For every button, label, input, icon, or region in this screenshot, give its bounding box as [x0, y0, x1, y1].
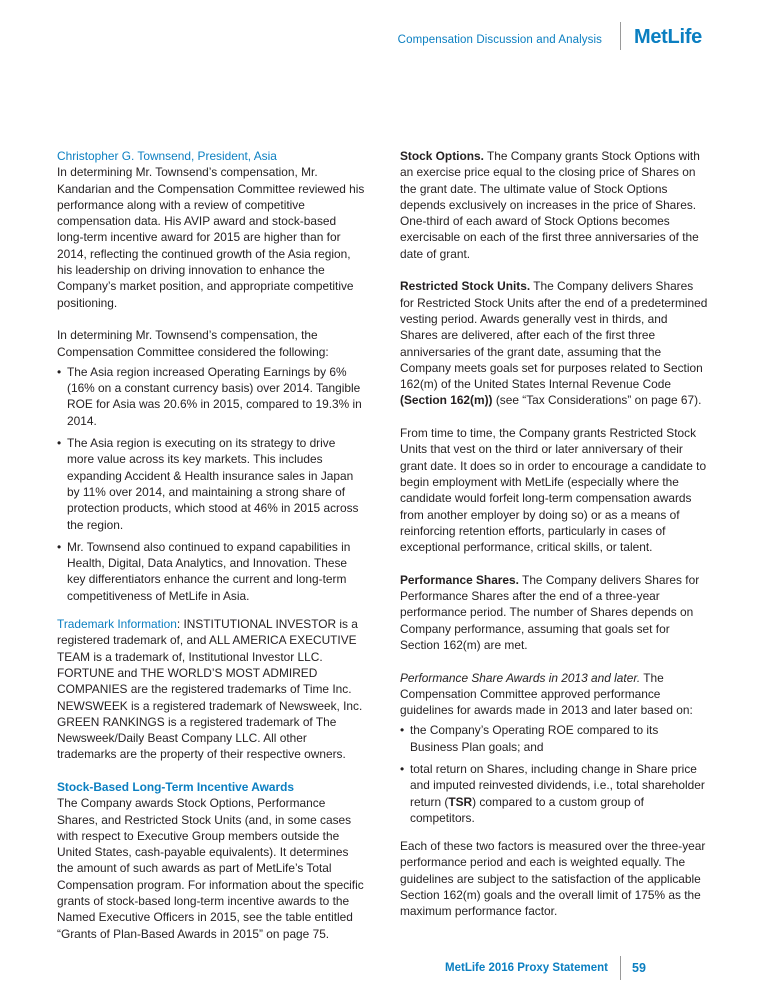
- psa-text: The Compensation Committee approved performance guidelines for awards made in 2013 and later based on:: [400, 670, 693, 718]
- psa-bullet2-text-a: total return on Shares, including change in Share price and imputed reinvested dividends, i.e., total shareholder return (: [410, 761, 705, 809]
- left-column: [57, 148, 365, 942]
- header-section-title: Compensation Discussion and Analysis: [397, 34, 602, 46]
- psa-bullet2-text-b: ) compared to a custom group of competitors.: [410, 794, 644, 825]
- list-item: • The Asia region is executing on its strategy to drive more value across its key markets. This includes expanding Accident & Health insurance sales in Japan by 11% over 2014, and maintaining a strong share of protection products, which stood at 46% in 2015 across the region.: [57, 435, 365, 533]
- trademark-colon: :: [176, 617, 181, 632]
- ltia-paragraph: The Company awards Stock Options, Performance Shares, and Restricted Stock Units (and, in some cases with respect to Executive Group members outside the United States, cash-payable equivalents). It determines the amount of such awards as part of MetLife’s Total Compensation program. For information about the specific grants of stock-based long-term incentive awards to the Named Executive Officers in 2015, see the table entitled “Grants of Plan-Based Awards in 2015” on page 75.: [57, 796, 364, 941]
- page-number: 59: [632, 961, 646, 975]
- rsu-text-a: The Company delivers Shares for Restricted Stock Units after the end of a predetermined vesting period. Awards generally vest in thirds, and Shares are delivered, after each of the first three anniversaries of the grant date, assuming that the Company meets goals set for purposes related to Section 162(m) of the United States Internal Revenue Code: [400, 279, 708, 392]
- performance-shares-text: The Company delivers Shares for Performance Shares after the end of a three-year performance period. The number of Shares depends on Company performance, assuming that goals set for Section 162(m) are met.: [400, 572, 700, 652]
- psa-italic-label: Performance Share Awards in 2013 and later.: [400, 670, 641, 685]
- rsu-paragraph: [400, 278, 708, 408]
- stock-options-paragraph: [400, 148, 708, 262]
- footer-divider: [620, 956, 621, 980]
- rsu-label: Restricted Stock Units.: [400, 279, 531, 294]
- townsend-paragraph-2: In determining Mr. Townsend’s compensation, the Compensation Committee considered the following:: [57, 328, 329, 359]
- footer-title: MetLife 2016 Proxy Statement: [445, 962, 608, 974]
- rsu-bold-term: (Section 162(m)): [400, 393, 493, 408]
- trademark-label: Trademark Information: [57, 617, 177, 632]
- performance-shares-paragraph: [400, 572, 708, 653]
- ltia-heading: Stock-Based Long-Term Incentive Awards: [57, 779, 294, 794]
- list-item: • The Asia region increased Operating Earnings by 6% (16% on a constant currency basis) over 2014. Tangible ROE for Asia was 20.6% in 2015, compared to 19.3% in 2014.: [57, 364, 365, 429]
- townsend-bullet-list: [57, 364, 365, 604]
- trademark-paragraph: [57, 616, 365, 763]
- rsu-text-b: (see “Tax Considerations” on page 67).: [492, 393, 702, 408]
- right-column: [400, 148, 708, 920]
- list-item: [400, 761, 708, 826]
- rsu-paragraph-2: From time to time, the Company grants Restricted Stock Units that vest on the third or later anniversary of their grant date. It does so in order to encourage a candidate to begin employment with MetLife (especially where the candidate would forfeit long-term compensation awards from another employer by doing so) or as a means of reinforcing retention efforts, particularly in cases of exceptional performance, critical skills, or talent.: [400, 426, 707, 555]
- townsend-paragraph-1: In determining Mr. Townsend’s compensation, Mr. Kandarian and the Compensation Committee reviewed his performance along with a review of competitive compensation data. His AVIP award and stock-based long-term incentive award for 2015 are higher than for 2014, reflecting the continued growth of the Asia region, his leadership on driving innovation to enhance the Company’s market position, and appropriate competitive positioning.: [57, 165, 365, 310]
- townsend-heading: Christopher G. Townsend, President, Asia: [57, 149, 277, 163]
- metlife-logo: MetLife: [634, 26, 702, 48]
- header-divider: [620, 22, 621, 50]
- psa-paragraph: [400, 670, 708, 719]
- trademark-text: INSTITUTIONAL INVESTOR is a registered trademark of, and ALL AMERICA EXECUTIVE TEAM is a trademark of, Institutional Investor LLC. FORTUNE and THE WORLD’S MOST ADMIRED COMPANIES are the registered trademarks of Time Inc. NEWSWEEK is a registered trademark of Newsweek, Inc. GREEN RANKINGS is a registered trademark of The Newsweek/Daily Beast Company LLC. All other trademarks are the property of their respective owners.: [57, 617, 363, 762]
- tsr-term: TSR: [448, 794, 473, 809]
- performance-shares-label: Performance Shares.: [400, 572, 519, 587]
- psa-bullet-list: [400, 722, 708, 826]
- stock-options-label: Stock Options.: [400, 149, 484, 163]
- list-item: • the Company’s Operating ROE compared to its Business Plan goals; and: [400, 722, 708, 755]
- list-item: • Mr. Townsend also continued to expand capabilities in Health, Digital, Data Analytics, and Innovation. These key differentiators enhance the current and long-term competitiveness of MetLife in Asia.: [57, 539, 365, 604]
- final-paragraph: Each of these two factors is measured over the three-year performance period and each is weighted equally. The guidelines are subject to the satisfaction of the applicable Section 162(m) goals and the overall limit of 175% as the maximum performance factor.: [400, 839, 706, 919]
- stock-options-text: The Company grants Stock Options with an exercise price equal to the closing price of Shares on the grant date. The ultimate value of Stock Options depends exclusively on increases in the price of Shares. One-third of each award of Stock Options becomes exercisable on each of the first three anniversaries of the date of grant.: [400, 149, 700, 261]
